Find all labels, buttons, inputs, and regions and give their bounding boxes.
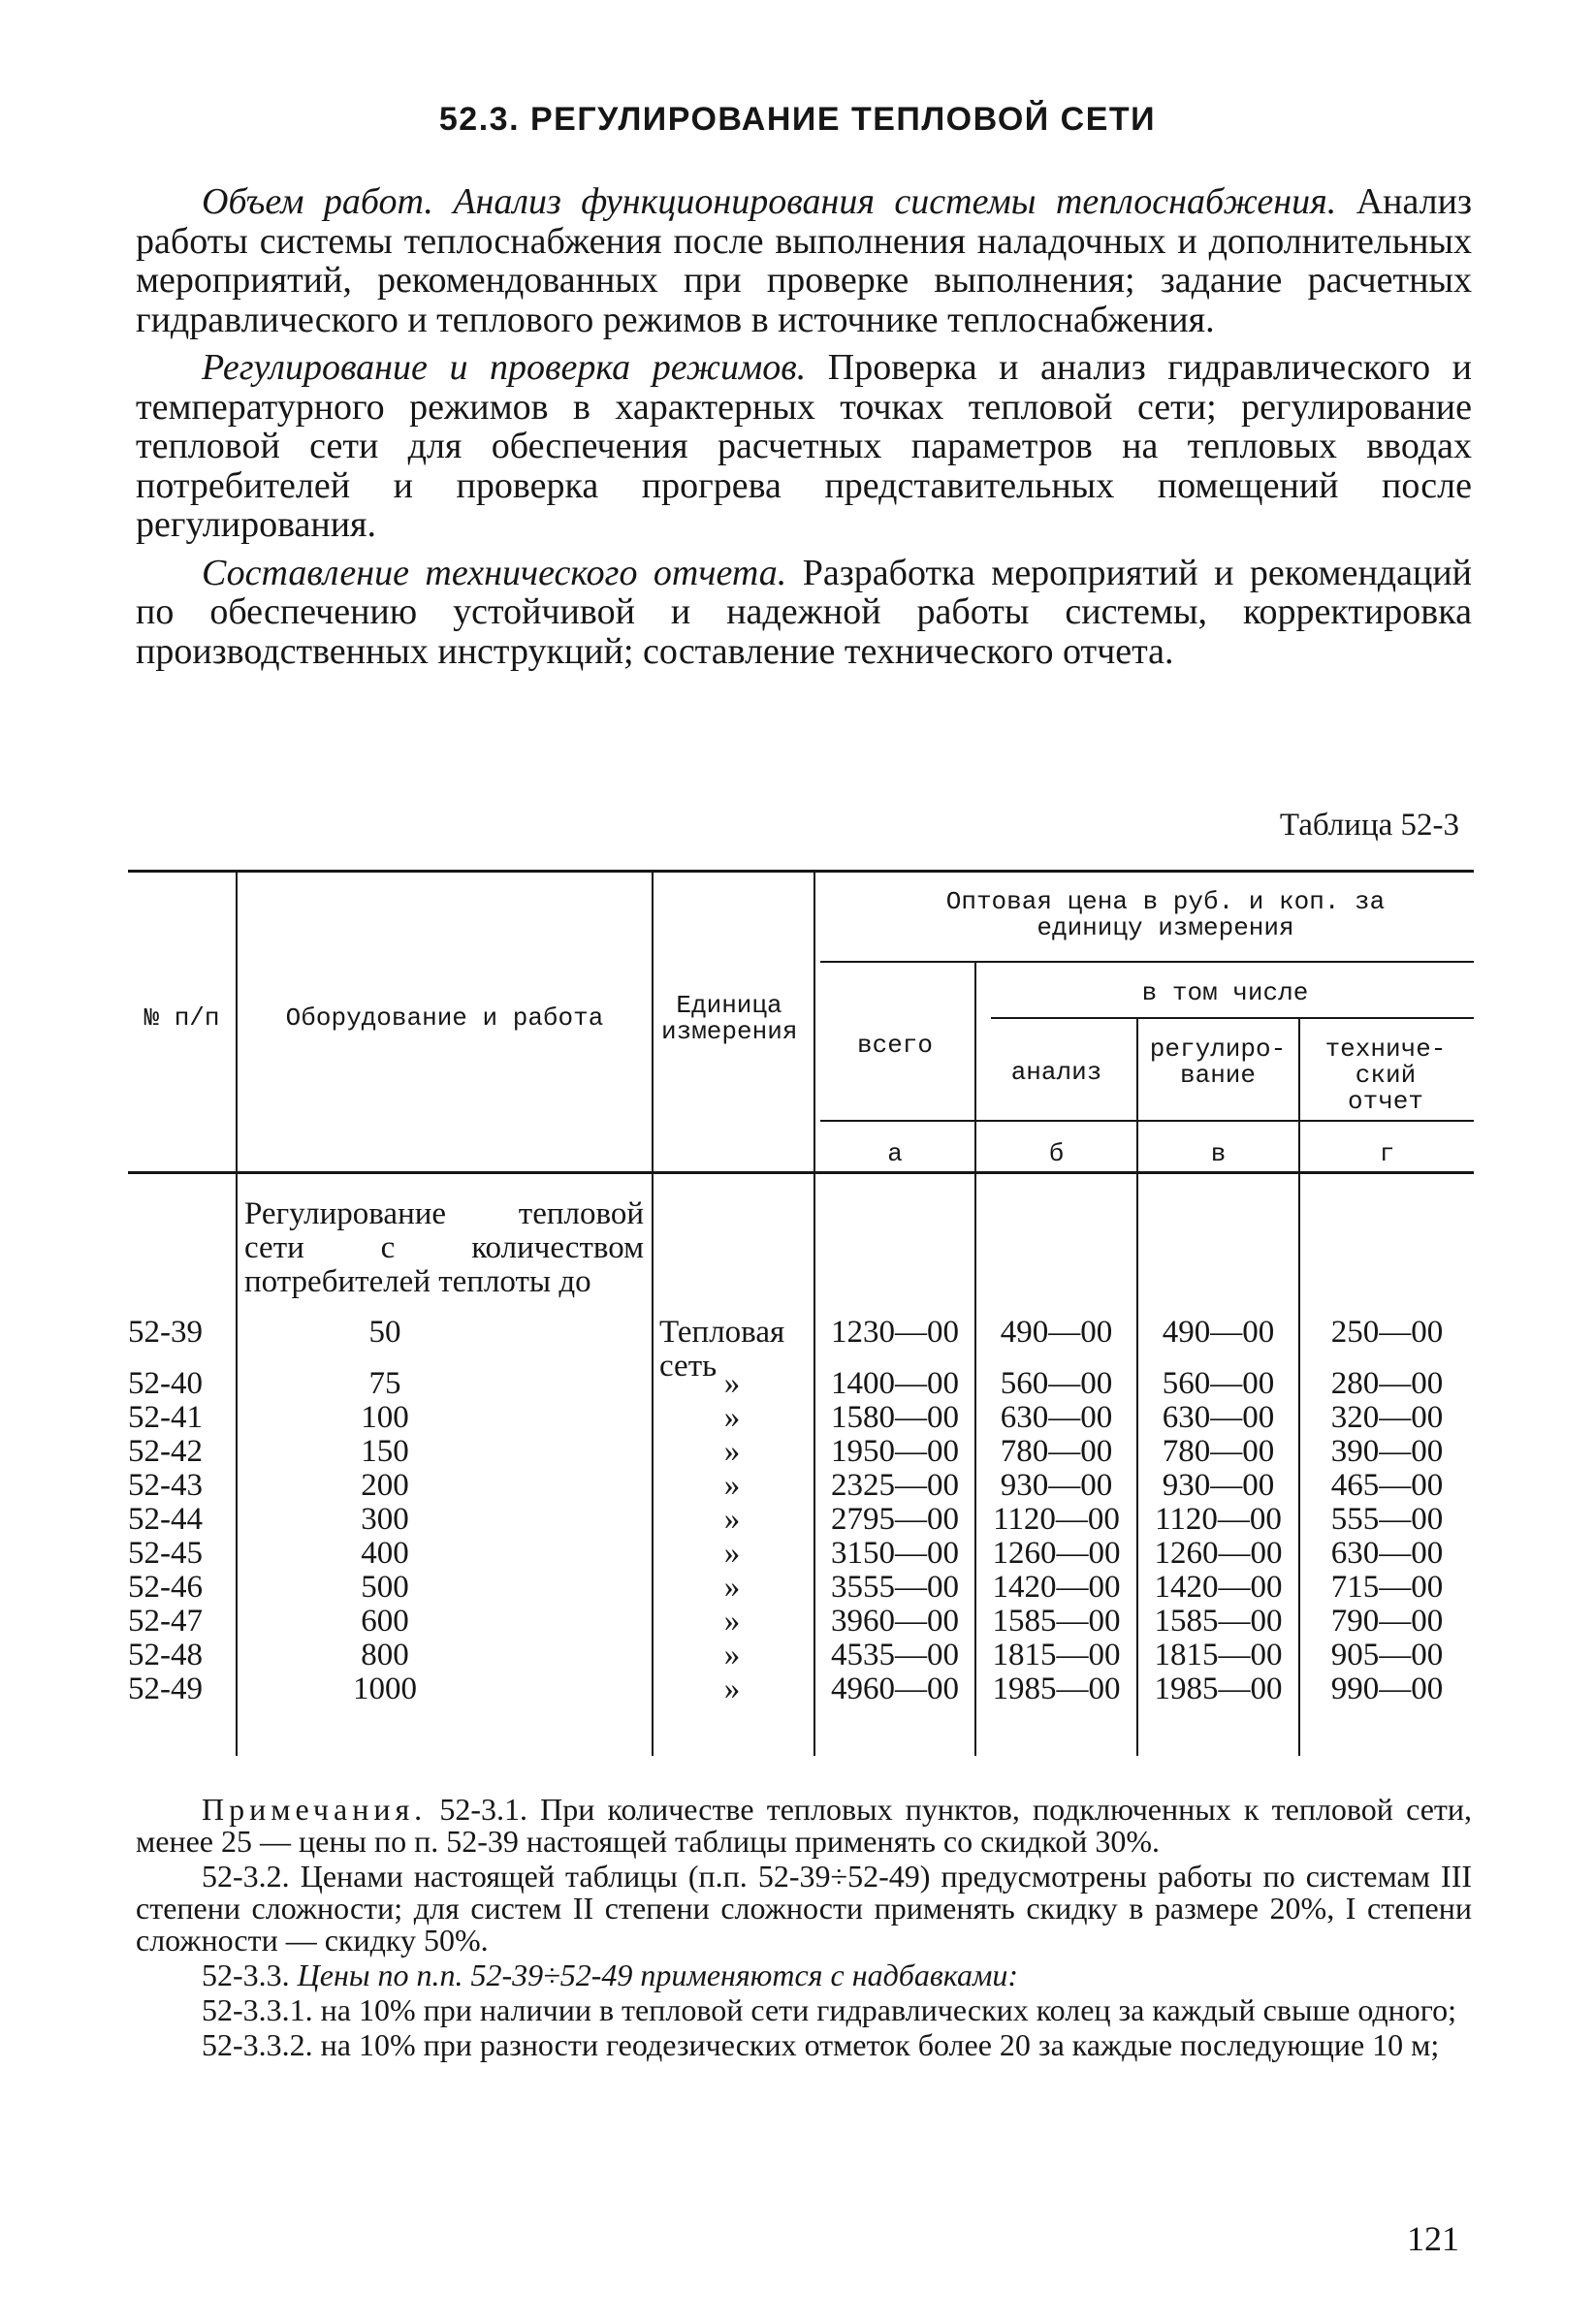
- row-number: 52-41: [128, 1400, 203, 1435]
- intro-text: [136, 182, 1472, 680]
- price-table: [128, 870, 1474, 1756]
- note-1: [136, 1794, 1472, 1858]
- row-unit: »: [723, 1536, 741, 1571]
- paragraph-lead: Составление технического отчета.: [202, 552, 787, 593]
- row-quantity: 400: [361, 1536, 409, 1571]
- header-including: в том числе: [1141, 978, 1309, 1007]
- row-quantity: 1000: [353, 1671, 417, 1706]
- row-number: 52-48: [128, 1638, 203, 1672]
- notes-label: Примечания.: [202, 1792, 428, 1827]
- price-total: 1230—00: [831, 1315, 959, 1350]
- row-number: 52-47: [128, 1604, 203, 1639]
- column-letter: г: [1379, 1139, 1395, 1168]
- row-unit: »: [723, 1400, 741, 1435]
- row-unit: »: [723, 1638, 741, 1672]
- price-analysis: 1420—00: [992, 1570, 1121, 1605]
- price-regulation: 1120—00: [1155, 1502, 1282, 1537]
- price-regulation: 490—00: [1162, 1315, 1275, 1350]
- price-total: 4960—00: [831, 1671, 959, 1706]
- price-total: 1580—00: [831, 1400, 959, 1435]
- price-report: 715—00: [1330, 1570, 1444, 1605]
- column-divider: [652, 870, 654, 1756]
- subheader-rule: [820, 1120, 1474, 1122]
- row-quantity: 600: [361, 1604, 409, 1639]
- price-report: 555—00: [1330, 1502, 1444, 1537]
- price-total: 4535—00: [831, 1638, 959, 1672]
- row-number: 52-40: [128, 1366, 203, 1401]
- price-report: 990—00: [1330, 1671, 1444, 1706]
- header-price: Оптовая цена в руб. и коп. за единицу измерения: [945, 887, 1386, 942]
- row-number: 52-44: [128, 1502, 203, 1537]
- note-text: 52-3.1. При количестве тепловых пунктов, подключенных к тепловой сети, менее 25 — цены по п. 52-39 настоящей таблицы применять со скидкой 30%.: [136, 1792, 1472, 1859]
- paragraph-body: Анализ работы системы теплоснабжения после выполнения наладочных и дополнительных мероприятий, рекомендованных при проверке выполнения; задание расчетных гидравлического и теплового режимов в источнике теплоснабжения.: [136, 181, 1472, 340]
- price-total: 3555—00: [831, 1570, 959, 1605]
- column-letter: в: [1210, 1139, 1227, 1168]
- price-analysis: 1120—00: [993, 1502, 1120, 1537]
- price-report: 465—00: [1330, 1468, 1444, 1503]
- price-regulation: 630—00: [1162, 1400, 1275, 1435]
- price-report: 630—00: [1330, 1536, 1444, 1571]
- row-quantity: 50: [368, 1315, 401, 1350]
- row-quantity: 500: [361, 1570, 409, 1605]
- price-regulation: 1585—00: [1154, 1604, 1283, 1639]
- price-analysis: 490—00: [1000, 1315, 1113, 1350]
- header-total: всего: [856, 1031, 933, 1060]
- table-top-rule: [128, 870, 1474, 873]
- price-analysis: 1260—00: [992, 1536, 1121, 1571]
- row-quantity: 100: [361, 1400, 409, 1435]
- row-unit: »: [723, 1671, 741, 1706]
- paragraph-report: [136, 554, 1472, 672]
- header-equipment: Оборудование и работа: [285, 1003, 604, 1033]
- header-analysis: анализ: [1010, 1058, 1102, 1087]
- section-heading: 52.3. РЕГУЛИРОВАНИЕ ТЕПЛОВОЙ СЕТИ: [438, 101, 1157, 138]
- header-bottom-rule: [128, 1171, 1474, 1174]
- row-unit: »: [723, 1434, 741, 1469]
- price-total: 2325—00: [831, 1468, 959, 1503]
- note-3-1: 52-3.3.1. на 10% при наличии в тепловой сети гидравлических колец за каждый свыше одного;: [202, 1992, 1457, 2027]
- column-letter: а: [887, 1139, 903, 1168]
- paragraph-lead: Объем работ. Анализ функционирования системы теплоснабжения.: [202, 181, 1337, 222]
- unit-cell: Тепловая сеть: [659, 1315, 785, 1384]
- price-analysis: 560—00: [1000, 1366, 1113, 1401]
- row-quantity: 200: [361, 1468, 409, 1503]
- paragraph-body: Разработка мероприятий и рекомендаций по обеспечению устойчивой и надежной работы системы, корректировка производственных инструкций; составление технического отчета.: [136, 552, 1472, 672]
- note-3: [136, 1959, 1472, 1991]
- header-num: № п/п: [144, 1003, 220, 1033]
- notes: [136, 1794, 1472, 2064]
- equipment-description: Регулирование тепловой сети с количеством потребителей теплоты до: [244, 1196, 644, 1299]
- row-unit: »: [723, 1570, 741, 1605]
- row-unit: »: [723, 1468, 741, 1503]
- row-unit: »: [723, 1366, 741, 1401]
- row-quantity: 300: [361, 1502, 409, 1537]
- header-unit: Единица измерения: [661, 991, 798, 1046]
- price-regulation: 1260—00: [1154, 1536, 1283, 1571]
- price-total: 1950—00: [831, 1434, 959, 1469]
- price-total: 3960—00: [831, 1604, 959, 1639]
- header-report: техниче-ский отчет: [1324, 1035, 1447, 1116]
- header-regulation: регулиро-вание: [1149, 1035, 1287, 1090]
- row-number: 52-39: [128, 1315, 203, 1350]
- row-number: 52-42: [128, 1434, 203, 1469]
- row-number: 52-45: [128, 1536, 203, 1571]
- price-regulation: 1815—00: [1154, 1638, 1283, 1672]
- price-analysis: 1585—00: [992, 1604, 1121, 1639]
- paragraph-lead: Регулирование и проверка режимов.: [202, 347, 807, 388]
- page-number: 121: [1407, 2219, 1459, 2258]
- row-unit: »: [723, 1502, 741, 1537]
- price-total: 2795—00: [831, 1502, 959, 1537]
- paragraph-regulation: [136, 348, 1472, 545]
- paragraph-body: Проверка и анализ гидравлического и температурного режимов в характерных точках тепловой сети; регулирование тепловой сети для обеспечения расчетных параметров на тепловых вводах потребителей и проверка прогрева представительных помещений после регулирования.: [136, 347, 1472, 545]
- row-number: 52-49: [128, 1671, 203, 1706]
- price-regulation: 930—00: [1162, 1468, 1275, 1503]
- table-caption: Таблица 52-3: [1279, 808, 1459, 843]
- row-number: 52-46: [128, 1570, 203, 1605]
- price-report: 250—00: [1330, 1315, 1444, 1350]
- note-label: 52-3.3.: [202, 1958, 290, 1992]
- price-report: 905—00: [1330, 1638, 1444, 1672]
- price-regulation: 1985—00: [1154, 1671, 1283, 1706]
- price-total: 1400—00: [831, 1366, 959, 1401]
- price-regulation: 1420—00: [1154, 1570, 1283, 1605]
- row-number: 52-43: [128, 1468, 203, 1503]
- price-regulation: 560—00: [1162, 1366, 1275, 1401]
- column-divider: [236, 870, 238, 1756]
- price-report: 390—00: [1330, 1434, 1444, 1469]
- price-analysis: 1985—00: [992, 1671, 1121, 1706]
- column-letter: б: [1048, 1139, 1065, 1168]
- row-quantity: 800: [361, 1638, 409, 1672]
- note-text: Цены по п.п. 52-39÷52-49 применяются с надбавками:: [289, 1958, 1019, 1992]
- row-quantity: 75: [368, 1366, 401, 1401]
- price-regulation: 780—00: [1162, 1434, 1275, 1469]
- price-analysis: 930—00: [1000, 1468, 1113, 1503]
- price-report: 320—00: [1330, 1400, 1444, 1435]
- price-total: 3150—00: [831, 1536, 959, 1571]
- row-quantity: 150: [361, 1434, 409, 1469]
- price-report: 790—00: [1330, 1604, 1444, 1639]
- including-header-rule: [991, 1017, 1474, 1019]
- price-analysis: 780—00: [1000, 1434, 1113, 1469]
- row-unit: »: [723, 1604, 741, 1639]
- paragraph-scope: [136, 182, 1472, 339]
- price-analysis: 630—00: [1000, 1400, 1113, 1435]
- price-report: 280—00: [1330, 1366, 1444, 1401]
- note-2: 52-3.2. Ценами настоящей таблицы (п.п. 52-39÷52-49) предусмотрены работы по системам III степени сложности; для систем II степени сложности применять скидку в размере 20%, I степени сложности — скидку 50%.: [136, 1859, 1472, 1958]
- note-3-2: 52-3.3.2. на 10% при разности геодезических отметок более 20 за каждые последующие 10 м;: [202, 2027, 1440, 2062]
- price-analysis: 1815—00: [992, 1638, 1121, 1672]
- price-header-rule: [820, 961, 1474, 963]
